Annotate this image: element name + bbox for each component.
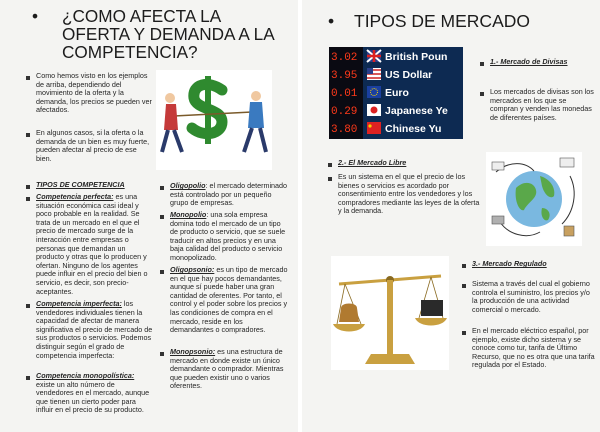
left-title bbox=[34, 7, 284, 61]
bullet-square bbox=[26, 185, 30, 189]
competition-item-oligopoly bbox=[170, 182, 288, 208]
bullet-square bbox=[160, 215, 164, 219]
right-panel bbox=[302, 0, 600, 432]
libre-text: Es un sistema en el que el precio de los bienes o servicios es acordado por consentimiento entre los vendedores y los compradores mediante las leyes de la oferta y la demanda. bbox=[338, 172, 480, 216]
definition: : una sola empresa domina todo el mercado de un tipo de producto o servicio, que se suele traducir en altos precios y en una baja calidad del producto o servicio monopolizado. bbox=[170, 210, 286, 262]
bullet-square bbox=[328, 163, 332, 167]
bullet-square bbox=[462, 284, 466, 288]
board-code-2: 0.01 bbox=[331, 88, 358, 100]
types-heading: TIPOS DE COMPETENCIA bbox=[36, 180, 125, 189]
board-currency-3: Japanese Ye bbox=[385, 105, 448, 117]
globe-illustration bbox=[486, 152, 582, 246]
bullet-square bbox=[160, 186, 164, 190]
bullet-square bbox=[26, 376, 30, 380]
board-code-0: 3.02 bbox=[331, 52, 358, 64]
bullet-square bbox=[462, 264, 466, 268]
definition: los vendedores individuales tienen la capacidad de afectar de manera significativa el precio de mercado de sus productos o servicios. Podemos distinguir según el grado de competencia imperfecta: bbox=[36, 299, 153, 360]
definition: es un tipo de mercado en el que hay pocos demandantes, aunque sí puede haber una gran cantidad de oferentes. Por tanto, el control y el poder sobre los precios y las condiciones de compra en el mercado, reside en los demandantes o compradores. bbox=[170, 265, 288, 335]
divisas-heading: 1.- Mercado de Divisas bbox=[490, 57, 568, 66]
regulado-paragraph-1: Sistema a través del cual el gobierno controla el suministro, los precios y/o la producción de una actividad comercial o mercado. bbox=[472, 279, 590, 314]
intro-paragraph-2: En algunos casos, si la oferta o la demanda de un bien es muy fuerte, pueden afectar al precio de ese bien. bbox=[36, 128, 150, 163]
divisas-text: Los mercados de divisas son los mercados en los que se compran y venden las monedas de diferentes países. bbox=[490, 87, 594, 122]
title-bullet: • bbox=[328, 11, 335, 31]
regulado-paragraph-2: En el mercado eléctrico español, por ejemplo, existe dicho sistema y se conoce como tur, tarifa de Último Recurso, que no es otra que una tarifa regulada por el Estado. bbox=[472, 326, 595, 370]
competition-item-monopoly bbox=[170, 211, 288, 263]
bullet-square bbox=[160, 352, 164, 356]
definition: es una estructura de mercado en donde existe un único demandante o comprador. Mientras que pueden existir uno o varios oferentes. bbox=[170, 347, 284, 391]
term: Monopolio bbox=[170, 210, 207, 219]
bullet-square bbox=[26, 76, 30, 80]
bullet-square bbox=[480, 62, 484, 66]
left-panel bbox=[0, 0, 298, 432]
bullet-square bbox=[160, 270, 164, 274]
board-currency-1: US Dollar bbox=[385, 69, 433, 81]
title-bullet: • bbox=[32, 6, 39, 26]
bullet-square bbox=[26, 304, 30, 308]
board-code-3: 0.29 bbox=[331, 106, 358, 118]
competition-item-oligopsony bbox=[170, 266, 288, 335]
competition-item-monopolistic bbox=[36, 372, 154, 415]
bullet-square bbox=[26, 197, 30, 201]
definition: es una situación económica casi ideal y poco probable en la realidad. Se trata de un mercado en el que el precio de mercado surge de la interacción entre empresas o personas que demandan un producto y otras que lo producen y ofertan. Ninguno de los agentes puede influir en el precio del bien o servicio, es decir, son precio-aceptantes. bbox=[36, 192, 148, 296]
term: Oligopsonio: bbox=[170, 265, 215, 274]
scales-illustration bbox=[331, 256, 449, 370]
board-currency-4: Chinese Yu bbox=[385, 123, 442, 135]
term: Monopsonio: bbox=[170, 347, 216, 356]
right-title bbox=[328, 11, 588, 31]
board-currency-0: British Poun bbox=[385, 51, 448, 63]
tug-of-war-illustration bbox=[156, 70, 272, 170]
board-code-4: 3.80 bbox=[331, 124, 358, 136]
bullet-square bbox=[480, 92, 484, 96]
currency-board-image bbox=[329, 47, 463, 139]
definition: : el mercado determinado está controlado por un pequeño grupo de empresas. bbox=[170, 181, 288, 208]
competition-item-imperfect bbox=[36, 300, 154, 360]
competition-item-monopsony bbox=[170, 348, 288, 391]
term: Competencia perfecta: bbox=[36, 192, 114, 201]
intro-paragraph-1: Como hemos visto en los ejemplos de arriba, dependiendo del movimiento de la oferta y la demanda, los precios se pueden ver afectados. bbox=[36, 71, 152, 115]
libre-heading: 2.- El Mercado Libre bbox=[338, 158, 407, 167]
board-currency-2: Euro bbox=[385, 87, 409, 99]
bullet-square bbox=[328, 177, 332, 181]
bullet-square bbox=[26, 133, 30, 137]
title-text: TIPOS DE MERCADO bbox=[354, 11, 530, 31]
definition: existe un alto número de vendedores en el mercado, aunque que tienen un cierto poder para influir en el precio de su producto. bbox=[36, 379, 150, 415]
title-text: ¿COMO AFECTA LA OFERTA Y DEMANDA A LA COMPETENCIA? bbox=[62, 6, 274, 62]
term: Competencia monopolística: bbox=[36, 371, 135, 380]
regulado-heading: 3.- Mercado Regulado bbox=[472, 259, 547, 268]
term: Oligopolio bbox=[170, 181, 206, 190]
competition-item-perfect bbox=[36, 193, 154, 296]
board-code-1: 3.95 bbox=[331, 70, 358, 82]
bullet-square bbox=[462, 331, 466, 335]
term: Competencia imperfecta: bbox=[36, 299, 122, 308]
